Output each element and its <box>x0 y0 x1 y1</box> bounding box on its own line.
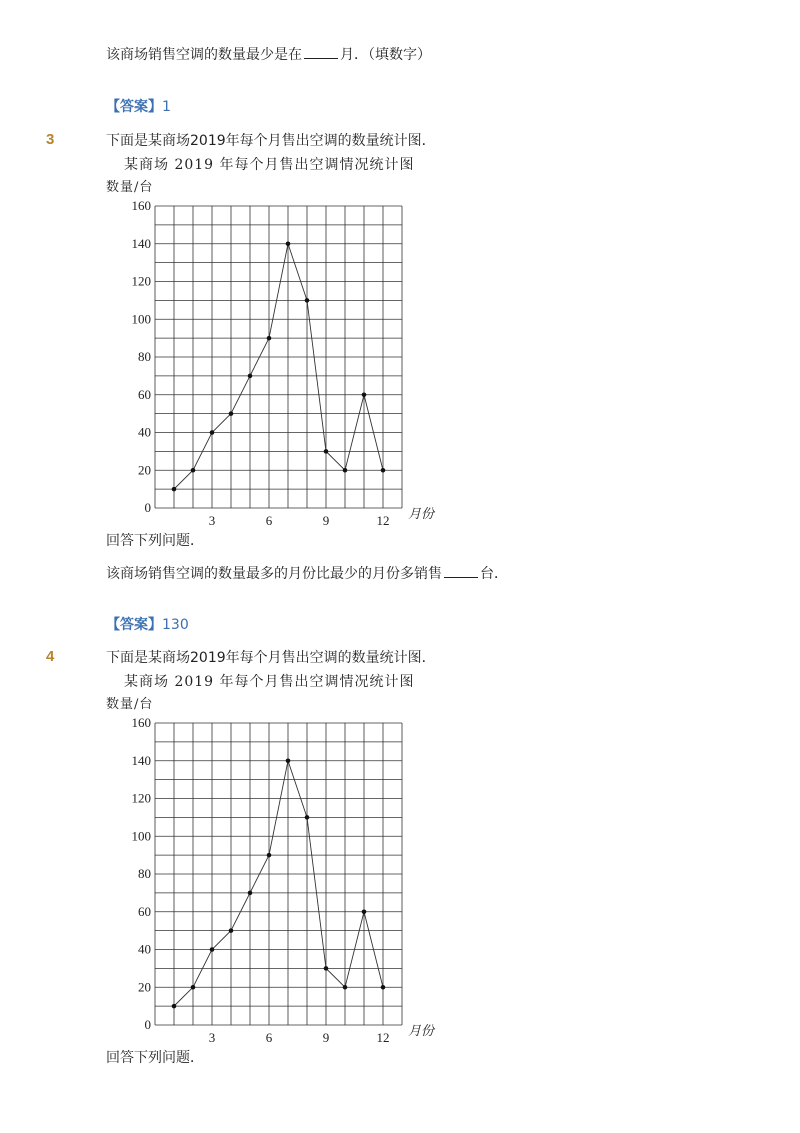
chart2-title: 某商场 2019 年每个月售出空调情况统计图 <box>124 674 415 690</box>
data-point <box>172 487 177 492</box>
y-tick-label: 0 <box>144 500 151 515</box>
data-point <box>381 985 386 990</box>
q3-intro: 下面是某商场2019年每个月售出空调的数量统计图． <box>106 133 436 149</box>
data-point <box>362 909 367 914</box>
data-point <box>305 815 310 820</box>
y-tick-label: 20 <box>138 462 151 478</box>
x-tick-label: 9 <box>322 1030 330 1045</box>
data-point <box>381 468 386 473</box>
chart1-ylabel: 数量/台 <box>106 180 154 195</box>
series-line <box>174 761 383 1006</box>
y-tick-label: 60 <box>138 386 151 402</box>
q2-answer-value: 1 <box>162 99 171 115</box>
y-tick-label: 160 <box>131 715 151 730</box>
y-tick-label: 140 <box>131 752 151 768</box>
data-point <box>210 947 215 952</box>
q3-question-text: 该商场销售空调的数量最多的月份比最少的月份多销售 <box>106 566 442 582</box>
data-point <box>286 241 291 246</box>
data-point <box>362 392 367 397</box>
q2-question-text: 该商场销售空调的数量最少是在 <box>106 47 302 63</box>
data-point <box>343 985 348 990</box>
y-tick-label: 140 <box>131 235 151 251</box>
data-point <box>210 430 215 435</box>
chart2 <box>0 517 800 1077</box>
chart1 <box>0 0 800 560</box>
chart2-ylabel: 数量/台 <box>106 697 154 712</box>
x-tick-label: 3 <box>208 513 216 528</box>
q4-followup: 回答下列问题． <box>106 1050 204 1066</box>
q3-answer-label: 【答案】 <box>106 617 162 633</box>
x-tick-label: 3 <box>208 1030 216 1045</box>
data-point <box>343 468 348 473</box>
x-axis-label: 月份 <box>408 1024 435 1039</box>
x-axis-label: 月份 <box>408 507 435 522</box>
chart-grid <box>155 723 402 1025</box>
y-tick-label: 20 <box>138 979 151 995</box>
chart1-title: 某商场 2019 年每个月售出空调情况统计图 <box>124 157 415 173</box>
q2-answer-label: 【答案】 <box>106 99 162 115</box>
x-tick-label: 6 <box>265 513 273 528</box>
y-tick-label: 80 <box>138 349 151 364</box>
y-tick-label: 60 <box>138 903 151 919</box>
q2-question-text-end: 月．（填数字） <box>340 47 431 63</box>
y-tick-label: 120 <box>131 273 151 289</box>
data-point <box>229 928 234 933</box>
y-tick-label: 160 <box>131 198 151 213</box>
y-tick-label: 0 <box>144 1017 151 1032</box>
data-point <box>286 758 291 763</box>
x-tick-label: 6 <box>265 1030 273 1045</box>
data-point <box>191 468 196 473</box>
data-point <box>248 374 253 379</box>
q4-number: 4 <box>46 648 55 665</box>
y-tick-label: 40 <box>138 424 151 440</box>
y-tick-label: 100 <box>131 828 151 844</box>
data-point <box>248 891 253 896</box>
data-point <box>305 298 310 303</box>
y-tick-label: 120 <box>131 790 151 806</box>
x-tick-label: 12 <box>376 513 390 528</box>
chart-grid <box>155 206 402 508</box>
data-point <box>191 985 196 990</box>
x-tick-label: 9 <box>322 513 330 528</box>
data-point <box>229 411 234 416</box>
q3-followup: 回答下列问题． <box>106 533 204 549</box>
y-tick-label: 100 <box>131 311 151 327</box>
y-tick-label: 80 <box>138 866 151 881</box>
data-point <box>324 966 329 971</box>
y-tick-label: 40 <box>138 941 151 957</box>
series-line <box>174 244 383 489</box>
q3-question-text-end: 台． <box>480 566 508 582</box>
q3-answer-value: 130 <box>162 617 189 633</box>
data-point <box>172 1004 177 1009</box>
data-point <box>267 853 272 858</box>
q4-intro: 下面是某商场2019年每个月售出空调的数量统计图． <box>106 650 436 666</box>
data-point <box>267 336 272 341</box>
q3-number: 3 <box>46 131 55 148</box>
x-tick-label: 12 <box>376 1030 390 1045</box>
data-point <box>324 449 329 454</box>
